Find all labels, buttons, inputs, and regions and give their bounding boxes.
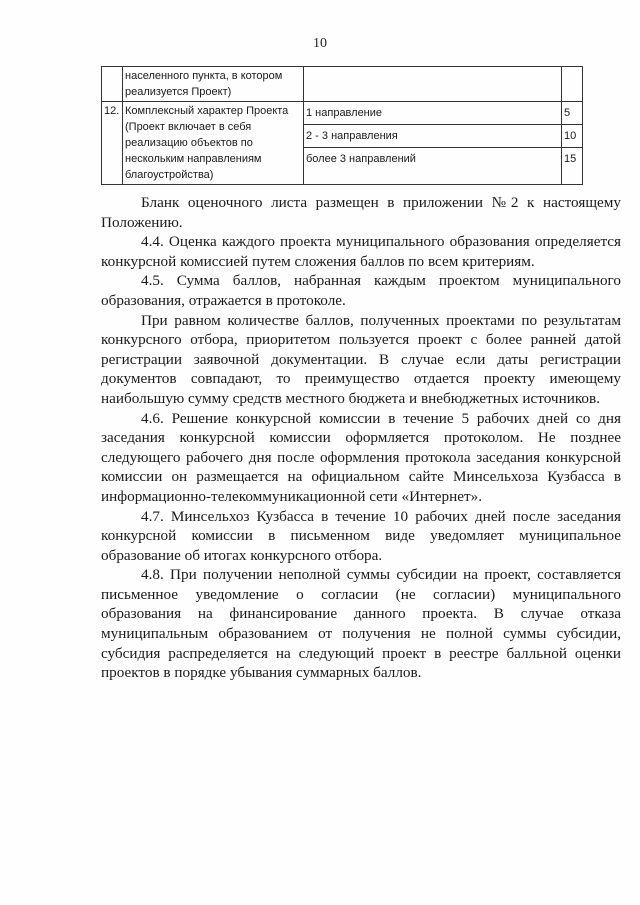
- option-label: 1 направление: [304, 102, 561, 125]
- paragraph: Бланк оценочного листа размещен в приложении №2 к настоящему Положению.: [101, 194, 621, 231]
- row-number-cell: [102, 67, 123, 102]
- score-cell: [562, 67, 583, 102]
- option-score: 5: [562, 102, 582, 125]
- criterion-cell: Комплексный характер Проекта (Проект включает в себя реализацию объектов по нескольким направлениям благоустройства): [123, 102, 304, 185]
- criterion-cell: населенного пункта, в котором реализуется Проект): [123, 67, 304, 102]
- paragraph: 4.8. При получении неполной суммы субсидии на проект, составляется письменное уведомление о согласии (не согласии) муниципального образования на финансирование данного проекта. В случае отказа муниципальным образованием от получения не полной суммы субсидии, субсидия распределяется на следующий проект в реестре балльной оценки проектов в порядке убывания суммарных баллов.: [101, 566, 621, 682]
- table-row-12: [102, 102, 583, 185]
- table-row-continued: [102, 67, 583, 102]
- options-cell: [304, 102, 562, 185]
- row-number: 12.: [102, 102, 123, 185]
- option-cell: [304, 67, 562, 102]
- option-label: 2 - 3 направления: [304, 125, 561, 148]
- paragraph: 4.6. Решение конкурсной комиссии в течение 5 рабочих дней со дня заседания конкурсной комиссии оформляется протоколом. Не позднее следующего рабочего дня после оформления протокола заседания конкурсной комиссии он размещается на официальном сайте Минсельхоза Кузбасса в информационно-телекоммуникационной сети «Интернет».: [101, 409, 621, 505]
- paragraph: 4.4. Оценка каждого проекта муниципального образования определяется конкурсной комиссией путем сложения баллов по всем критериям.: [101, 233, 621, 270]
- page-number: 10: [313, 36, 327, 51]
- paragraph: 4.5. Сумма баллов, набранная каждым проектом муниципального образования, отражается в протоколе.: [101, 272, 621, 309]
- scores-cell: [562, 102, 583, 185]
- criteria-table: [101, 66, 583, 185]
- option-score: 10: [562, 125, 582, 148]
- paragraph: 4.7. Минсельхоз Кузбасса в течение 10 рабочих дней после заседания конкурсной комиссии в письменном виде уведомляет муниципальное образование об итогах конкурсного отбора.: [101, 507, 621, 564]
- paragraph: При равном количестве баллов, полученных проектами по результатам конкурсного отбора, приоритетом пользуется проект с более ранней датой регистрации заявочной документации. В случае если даты регистрации документов совпадают, то преимущество отдается проекту имеющему наибольшую сумму средств местного бюджета и внебюджетных источников.: [101, 311, 621, 407]
- option-label: более 3 направлений: [306, 153, 416, 165]
- option-score: 15: [564, 153, 577, 165]
- document-body: [101, 193, 621, 683]
